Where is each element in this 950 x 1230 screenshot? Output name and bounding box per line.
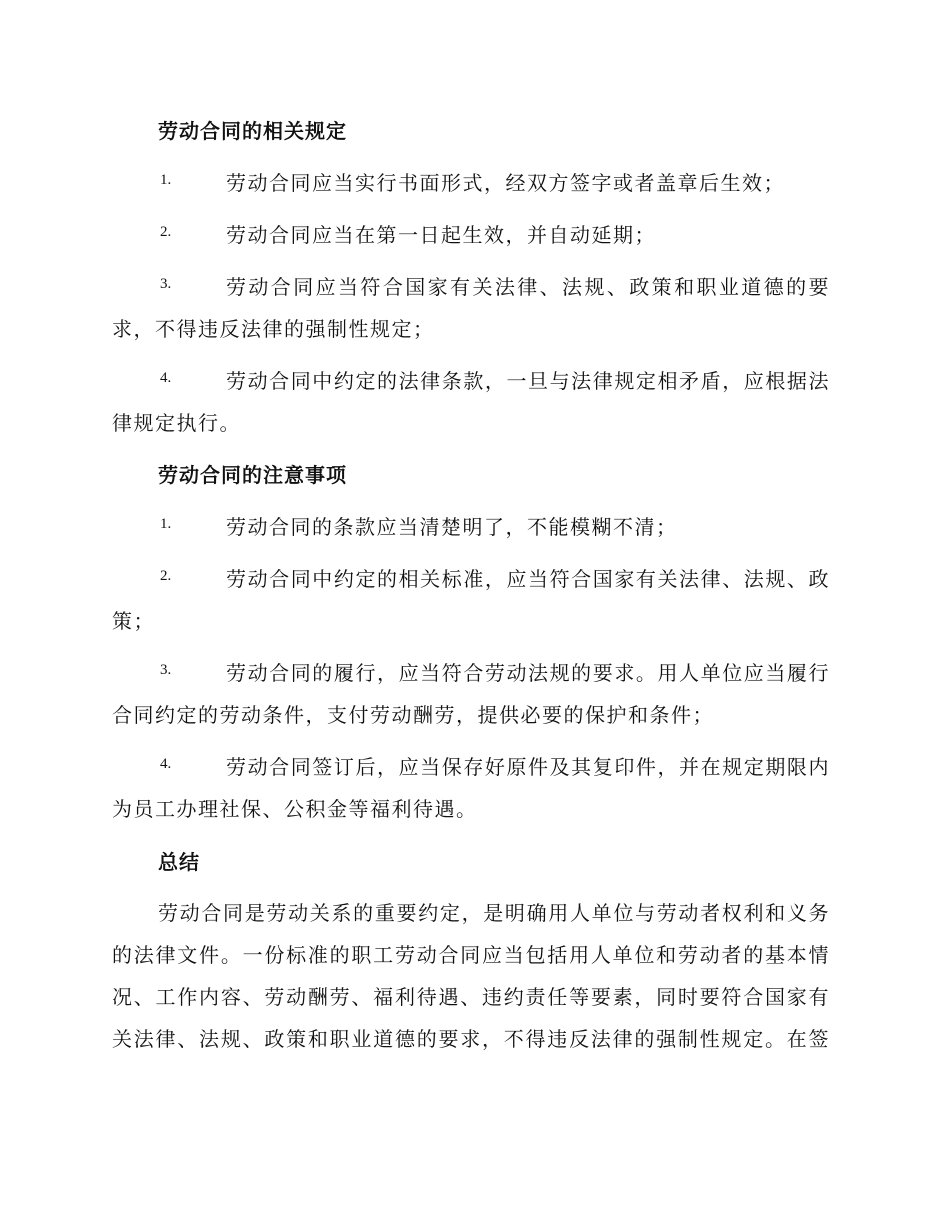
list-item-text-continued: 合同约定的劳动条件，支付劳动酬劳，提供必要的保护和条件；	[112, 703, 714, 727]
list-item-number: 4.	[160, 756, 172, 772]
list-item-number: 4.	[160, 370, 172, 386]
list-item-text: 劳动合同中约定的相关标准，应当符合国家有关法律、法规、政	[226, 567, 830, 591]
list-item-number: 2.	[160, 568, 172, 584]
list-item-number: 3.	[160, 276, 172, 292]
list-item-text: 劳动合同的条款应当清楚明了，不能模糊不清；	[226, 515, 678, 539]
summary-paragraph-line: 关法律、法规、政策和职业道德的要求，不得违反法律的强制性规定。在签	[112, 1027, 830, 1051]
list-item-text: 劳动合同中约定的法律条款，一旦与法律规定相矛盾，应根据法	[226, 369, 830, 393]
list-item-number: 1.	[160, 516, 172, 532]
list-item-text: 劳动合同签订后，应当保存好原件及其复印件，并在规定期限内	[226, 755, 830, 779]
list-item-text: 劳动合同的履行，应当符合劳动法规的要求。用人单位应当履行	[226, 661, 830, 685]
summary-paragraph-line: 的法律文件。一份标准的职工劳动合同应当包括用人单位和劳动者的基本情	[112, 943, 830, 967]
list-item-text-continued: 求，不得违反法律的强制性规定；	[112, 317, 435, 341]
list-item-text-continued: 为员工办理社保、公积金等福利待遇。	[112, 797, 478, 821]
list-item-text-continued: 策；	[112, 609, 155, 633]
list-item-number: 2.	[160, 224, 172, 240]
summary-heading: 总结	[158, 850, 200, 874]
section-heading-notes: 劳动合同的注意事项	[158, 463, 347, 487]
list-item-number: 1.	[160, 172, 172, 188]
list-item-text: 劳动合同应当实行书面形式，经双方签字或者盖章后生效；	[226, 171, 785, 195]
list-item-text: 劳动合同应当符合国家有关法律、法规、政策和职业道德的要	[226, 275, 830, 299]
summary-paragraph-line: 况、工作内容、劳动酬劳、福利待遇、违约责任等要素，同时要符合国家有	[112, 985, 830, 1009]
summary-paragraph-line: 劳动合同是劳动关系的重要约定，是明确用人单位与劳动者权利和义务	[158, 901, 830, 925]
list-item-text-continued: 律规定执行。	[112, 411, 241, 435]
section-heading-regulations: 劳动合同的相关规定	[158, 119, 347, 143]
list-item-number: 3.	[160, 662, 172, 678]
list-item-text: 劳动合同应当在第一日起生效，并自动延期；	[226, 223, 656, 247]
